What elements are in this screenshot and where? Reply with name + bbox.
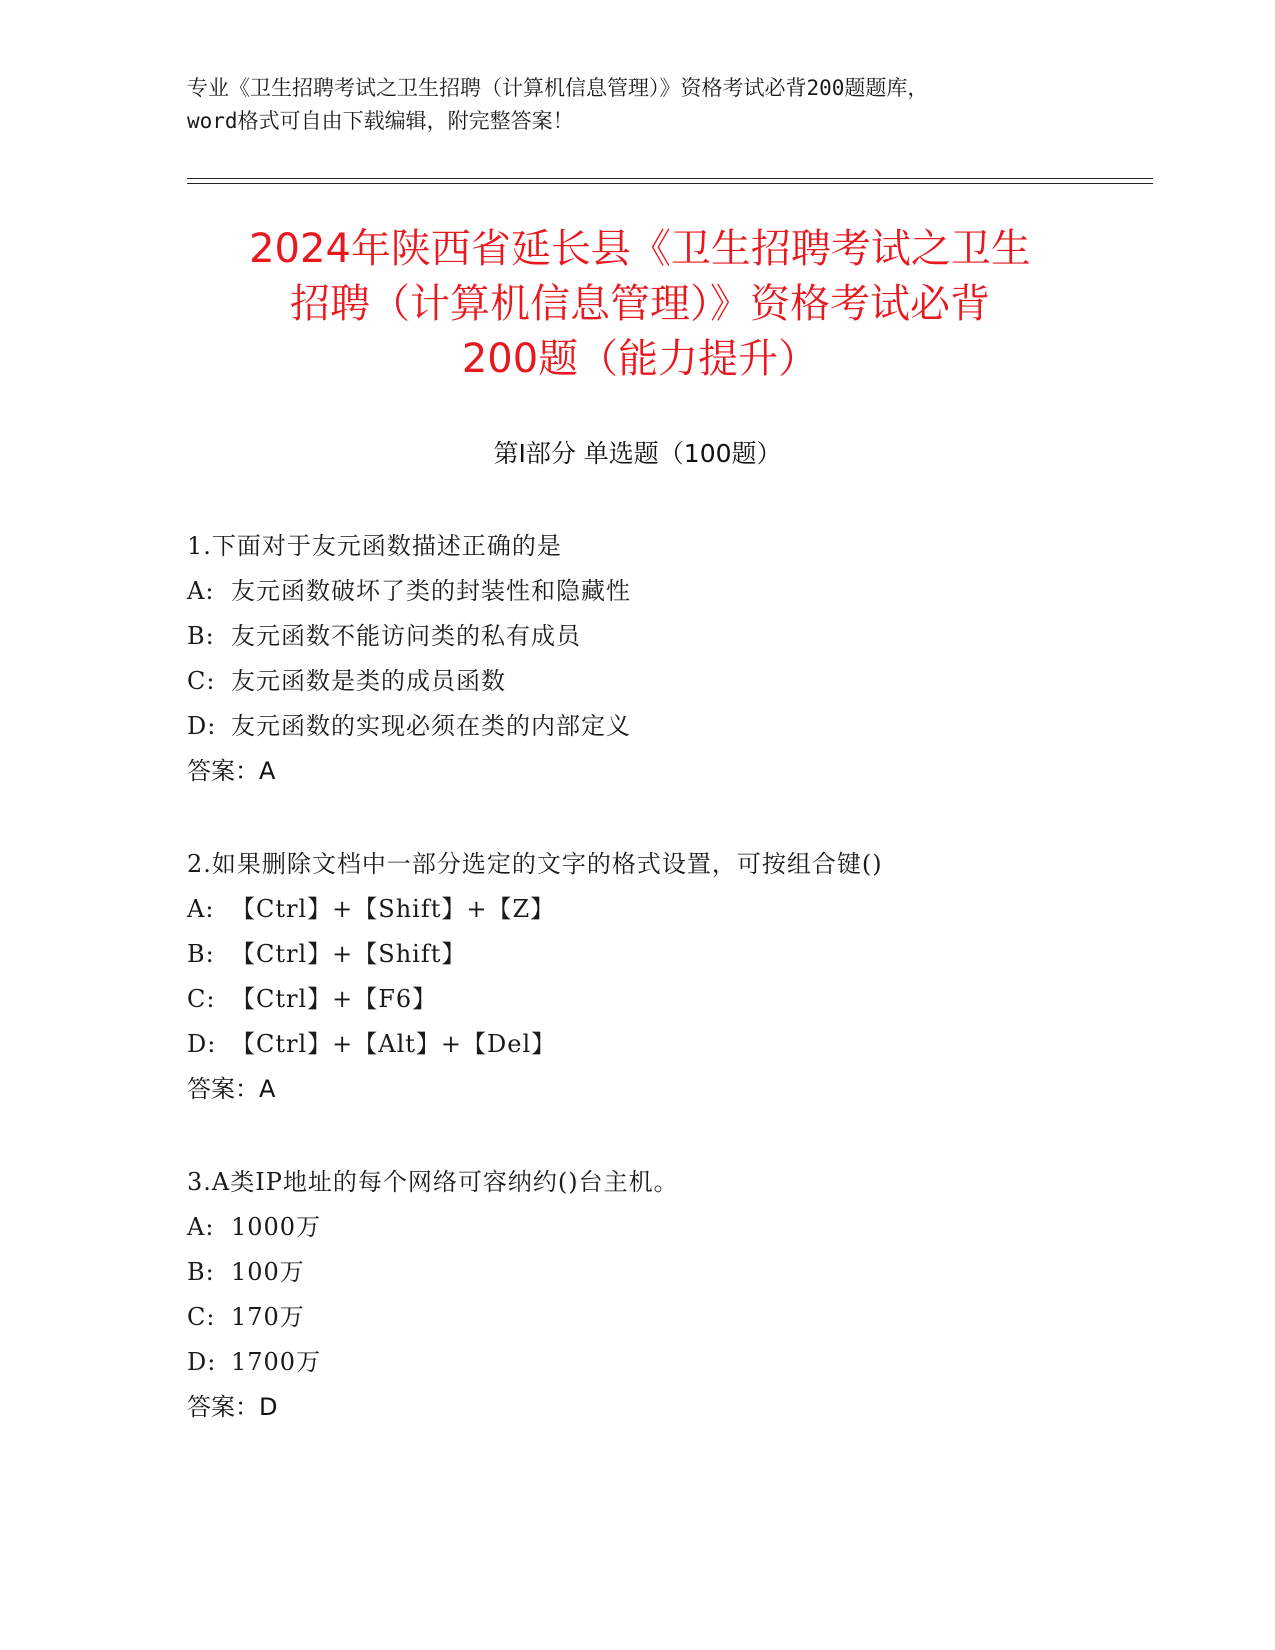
- header-divider-bottom: [187, 183, 1153, 184]
- intro-line-2: word格式可自由下载编辑，附完整答案！: [187, 109, 574, 133]
- title-line-1: 2024年陕西省延长县《卫生招聘考试之卫生: [249, 226, 1031, 272]
- option-a: [187, 887, 1147, 932]
- option-text: 友元函数是类的成员函数: [231, 667, 506, 695]
- section-heading: 第Ⅰ部分 单选题（100题）: [493, 439, 782, 468]
- option-text: 【Ctrl】+【Alt】+【Del】: [231, 1030, 557, 1058]
- answer-line: 答案：A: [187, 757, 276, 785]
- question-stem: 1.下面对于友元函数描述正确的是: [187, 532, 562, 560]
- option-d: [187, 704, 1147, 749]
- option-label: A:: [187, 895, 215, 923]
- question-stem: 3.A类IP地址的每个网络可容纳约()台主机。: [187, 1168, 679, 1196]
- question-item: [187, 524, 1147, 794]
- option-d: [187, 1022, 1147, 1067]
- option-text: 【Ctrl】+【Shift】: [231, 940, 467, 968]
- option-text: 友元函数破坏了类的封装性和隐藏性: [231, 577, 631, 605]
- option-c: [187, 977, 1147, 1022]
- option-label: A:: [187, 577, 215, 605]
- option-label: C:: [187, 985, 216, 1013]
- option-d: [187, 1340, 1147, 1385]
- intro-text: [187, 72, 1087, 138]
- option-a: [187, 569, 1147, 614]
- option-text: 【Ctrl】+【Shift】+【Z】: [231, 895, 556, 923]
- option-label: D:: [187, 1348, 217, 1376]
- option-c: [187, 1295, 1147, 1340]
- option-b: [187, 614, 1147, 659]
- option-c: [187, 659, 1147, 704]
- answer-line: 答案：D: [187, 1393, 278, 1421]
- option-text: 1700万: [231, 1348, 322, 1376]
- intro-line-1: 专业《卫生招聘考试之卫生招聘（计算机信息管理）》资格考试必背200题题库，: [187, 76, 929, 100]
- header-divider-top: [187, 178, 1153, 179]
- option-label: B:: [187, 622, 215, 650]
- option-label: D:: [187, 1030, 217, 1058]
- question-stem: 2.如果删除文档中一部分选定的文字的格式设置，可按组合键(): [187, 850, 883, 878]
- option-label: A:: [187, 1213, 215, 1241]
- option-label: B:: [187, 940, 215, 968]
- option-text: 170万: [231, 1303, 305, 1331]
- option-a: [187, 1205, 1147, 1250]
- option-text: 友元函数的实现必须在类的内部定义: [231, 712, 631, 740]
- option-b: [187, 1250, 1147, 1295]
- option-label: D:: [187, 712, 217, 740]
- title-line-3: 200题（能力提升）: [461, 336, 819, 382]
- option-text: 友元函数不能访问类的私有成员: [231, 622, 581, 650]
- answer-line: 答案：A: [187, 1075, 276, 1103]
- option-label: C:: [187, 1303, 216, 1331]
- title-line-2: 招聘（计算机信息管理）》资格考试必背: [290, 281, 990, 327]
- option-b: [187, 932, 1147, 977]
- option-text: 100万: [231, 1258, 305, 1286]
- option-text: 【Ctrl】+【F6】: [231, 985, 438, 1013]
- question-list: [187, 524, 1147, 1478]
- question-item: [187, 842, 1147, 1112]
- question-item: [187, 1160, 1147, 1430]
- option-text: 1000万: [231, 1213, 322, 1241]
- option-label: B:: [187, 1258, 215, 1286]
- option-label: C:: [187, 667, 216, 695]
- document-title: [140, 222, 1140, 387]
